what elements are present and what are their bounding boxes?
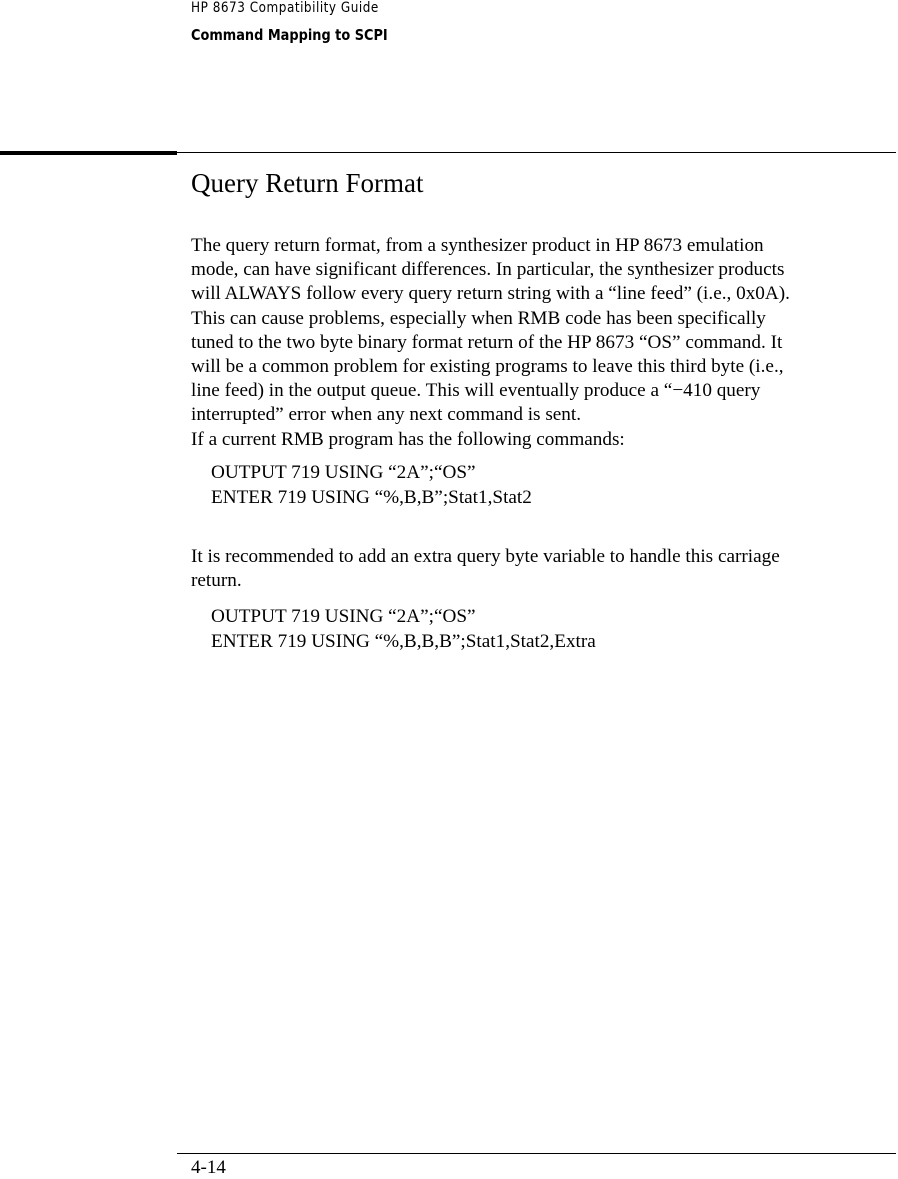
paragraph-line: This can cause problems, especially when RMB code has been specifically (191, 307, 766, 329)
paragraph-query-return-format (191, 234, 898, 452)
paragraph-recommendation (191, 545, 898, 593)
code-example-recommended (211, 604, 596, 654)
footer-rule (177, 1153, 896, 1154)
running-header-section-title: Command Mapping to SCPI (191, 26, 388, 44)
code-line: ENTER 719 USING “%,B,B,B”;Stat1,Stat2,Extra (211, 631, 596, 652)
paragraph-line: will ALWAYS follow every query return string with a “line feed” (i.e., 0x0A). (191, 283, 790, 305)
paragraph-line: will be a common problem for existing programs to leave this third byte (i.e., (191, 355, 784, 377)
code-line: OUTPUT 719 USING “2A”;“OS” (211, 462, 476, 483)
paragraph-line: If a current RMB program has the following commands: (191, 428, 625, 450)
paragraph-line: line feed) in the output queue. This will eventually produce a “−410 query (191, 380, 761, 402)
paragraph-line: The query return format, from a synthesizer product in HP 8673 emulation (191, 235, 764, 256)
code-example-current (211, 460, 532, 510)
paragraph-line: tuned to the two byte binary format return of the HP 8673 “OS” command. It (191, 331, 783, 353)
code-line: ENTER 719 USING “%,B,B”;Stat1,Stat2 (211, 487, 532, 508)
paragraph-line: It is recommended to add an extra query byte variable to handle this carriage (191, 546, 780, 567)
code-line: OUTPUT 719 USING “2A”;“OS” (211, 606, 476, 627)
section-rule-thick (0, 151, 177, 155)
section-heading: Query Return Format (191, 168, 424, 198)
page-number: 4-14 (191, 1157, 226, 1178)
running-header-guide-title: HP 8673 Compatibility Guide (191, 0, 379, 16)
paragraph-line: mode, can have significant differences. In particular, the synthesizer products (191, 259, 785, 281)
paragraph-line: return. (191, 570, 242, 592)
section-rule-thin (177, 152, 896, 153)
paragraph-line: interrupted” error when any next command is sent. (191, 404, 582, 426)
